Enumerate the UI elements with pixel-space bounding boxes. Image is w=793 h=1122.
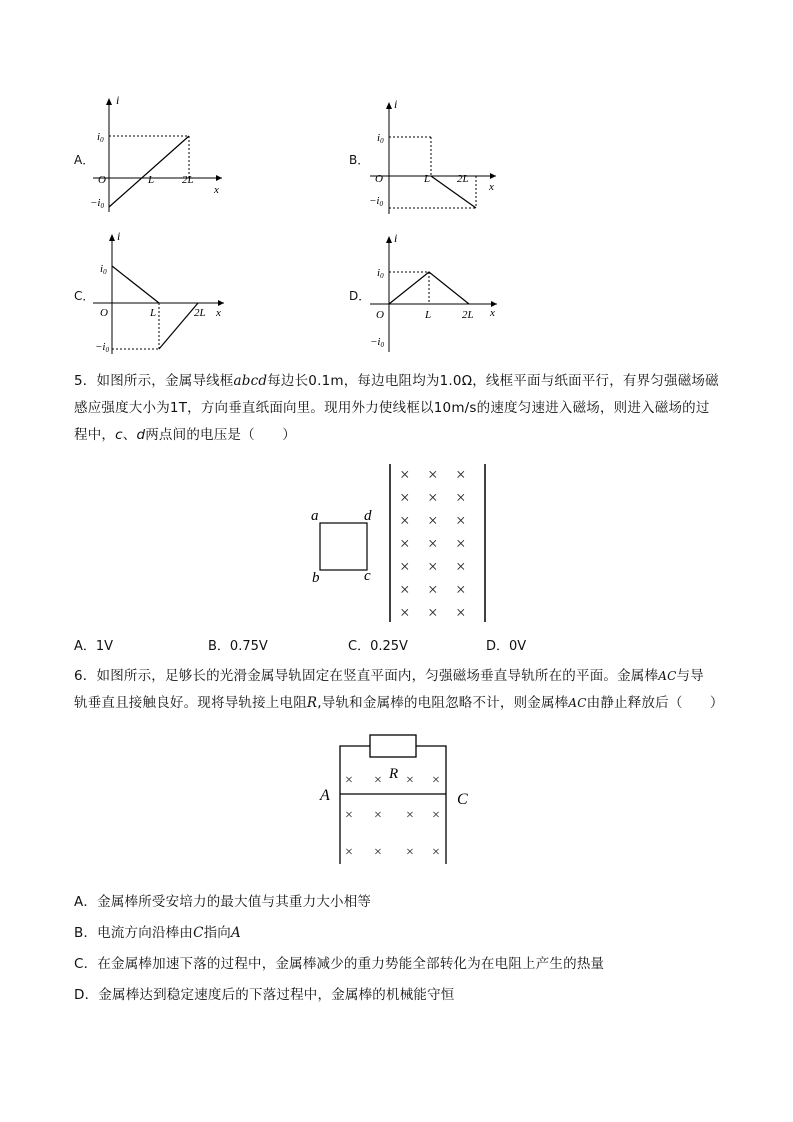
vertex-b: b xyxy=(312,570,320,586)
q5-option-b[interactable]: B．0.75V xyxy=(208,639,268,654)
q6-figure xyxy=(310,728,480,868)
q6-line-2: 轨垂直且接触良好。现将导轨接上电阻R,导轨和金属棒的电阻忽略不计，则金属棒AC由静止释放后（ ） xyxy=(74,695,724,711)
cross: × xyxy=(400,557,410,576)
cross: × xyxy=(400,488,410,507)
resistor xyxy=(370,735,416,757)
field-crosses xyxy=(400,465,466,622)
option-a-label: A． xyxy=(74,153,95,167)
x-axis-arrow xyxy=(218,300,224,306)
vertex-d: d xyxy=(364,508,372,524)
cross: × xyxy=(400,511,410,530)
y-label: i xyxy=(394,231,398,245)
cross: × xyxy=(428,557,438,576)
cross: × xyxy=(400,603,410,622)
current-line-2 xyxy=(159,303,198,349)
current-line xyxy=(431,176,476,208)
cross: × xyxy=(406,808,414,823)
cross: × xyxy=(456,488,466,507)
y-axis-arrow xyxy=(386,236,392,243)
x-label: x xyxy=(490,307,495,319)
cross: × xyxy=(374,808,382,823)
neg-i0-tick: −i0 xyxy=(90,197,104,210)
cross: × xyxy=(432,773,440,788)
x-label: x xyxy=(214,184,219,196)
i0-tick: i0 xyxy=(377,132,384,145)
q5-figure xyxy=(306,460,496,625)
cross: × xyxy=(432,845,440,860)
cross: × xyxy=(428,465,438,484)
origin: O xyxy=(100,307,108,319)
cross: × xyxy=(428,534,438,553)
cross: × xyxy=(374,845,382,860)
end-a: A xyxy=(320,787,330,804)
graph-b xyxy=(365,96,505,218)
y-label: i xyxy=(116,93,120,107)
cross: × xyxy=(406,845,414,860)
q5-stem xyxy=(74,368,734,449)
x-label: x xyxy=(489,181,494,193)
cross: × xyxy=(456,511,466,530)
cross: × xyxy=(456,534,466,553)
l-tick: L xyxy=(424,173,431,185)
option-c-label: C． xyxy=(74,289,95,303)
x-axis-arrow xyxy=(216,175,222,181)
q6-line-1: 6．如图所示，足够长的光滑金属导轨固定在竖直平面内，匀强磁场垂直导轨所在的平面。金属棒AC与导 xyxy=(74,668,704,684)
cross: × xyxy=(432,808,440,823)
origin: O xyxy=(376,309,384,321)
2l-tick: 2L xyxy=(462,309,474,321)
vertex-a: a xyxy=(311,508,319,524)
neg-i0-tick: −i0 xyxy=(95,341,109,354)
y-axis-arrow xyxy=(109,234,115,241)
l-tick: L xyxy=(150,307,157,319)
2l-tick: 2L xyxy=(457,173,469,185)
l-tick: L xyxy=(425,309,432,321)
resistor-label: R xyxy=(389,766,399,782)
end-c: C xyxy=(457,791,468,808)
neg-i0-tick: −i0 xyxy=(370,336,384,349)
option-b-label: B． xyxy=(349,153,370,167)
cross: × xyxy=(428,603,438,622)
graph-d xyxy=(365,230,505,355)
q6-option-c[interactable]: C．在金属棒加速下落的过程中，金属棒减少的重力势能全部转化为在电阻上产生的热量 xyxy=(74,956,605,972)
cross: × xyxy=(400,580,410,599)
x-label: x xyxy=(216,307,221,319)
2l-tick: 2L xyxy=(182,174,194,186)
origin: O xyxy=(98,174,106,186)
cross: × xyxy=(400,465,410,484)
y-axis-arrow xyxy=(106,98,112,105)
graph-c xyxy=(88,228,233,358)
cross: × xyxy=(456,603,466,622)
x-axis-arrow xyxy=(490,173,496,179)
cross: × xyxy=(428,511,438,530)
2l-tick: 2L xyxy=(194,307,206,319)
wire-frame xyxy=(320,523,367,570)
cross: × xyxy=(456,465,466,484)
vertex-c: c xyxy=(364,568,371,584)
i0-tick: i0 xyxy=(377,267,384,280)
q6-stem xyxy=(74,663,734,717)
cross: × xyxy=(456,557,466,576)
cross: × xyxy=(345,808,353,823)
origin: O xyxy=(375,173,383,185)
q5-option-c[interactable]: C．0.25V xyxy=(348,639,408,654)
cross: × xyxy=(406,773,414,788)
y-label: i xyxy=(117,229,121,243)
l-tick: L xyxy=(148,174,155,186)
cross: × xyxy=(456,580,466,599)
i0-tick: i0 xyxy=(97,131,104,144)
field-crosses xyxy=(345,773,440,860)
current-line xyxy=(109,136,189,207)
neg-i0-tick: −i0 xyxy=(369,195,383,208)
cross: × xyxy=(345,773,353,788)
cross: × xyxy=(428,580,438,599)
q5-line-3: 程中，c、d两点间的电压是（ ） xyxy=(74,427,296,443)
cross: × xyxy=(400,534,410,553)
right-rail xyxy=(416,746,446,864)
q6-option-d[interactable]: D．金属棒达到稳定速度后的下落过程中，金属棒的机械能守恒 xyxy=(74,987,455,1003)
option-d-label: D． xyxy=(349,289,371,303)
cross: × xyxy=(345,845,353,860)
current-line-1 xyxy=(112,266,159,303)
q6-option-a[interactable]: A．金属棒所受安培力的最大值与其重力大小相等 xyxy=(74,894,372,910)
y-axis-arrow xyxy=(386,102,392,109)
q5-line-1: 5．如图所示，金属导线框abcd每边长0.1m，每边电阻均为1.0Ω，线框平面与纸面平行，有界匀强磁场磁 xyxy=(74,373,719,389)
graph-a xyxy=(88,92,228,217)
cross: × xyxy=(428,488,438,507)
i0-tick: i0 xyxy=(100,263,107,276)
y-label: i xyxy=(394,97,398,111)
cross: × xyxy=(374,773,382,788)
q5-option-d[interactable]: D．0V xyxy=(486,639,527,654)
q5-line-2: 感应强度大小为1T，方向垂直纸面向里。现用外力使线框以10m/s的速度匀速进入磁场，则进入磁场的过 xyxy=(74,400,710,416)
q5-option-a[interactable]: A．1V xyxy=(74,639,114,654)
q6-option-b[interactable]: B．电流方向沿棒由C指向A xyxy=(74,925,241,941)
